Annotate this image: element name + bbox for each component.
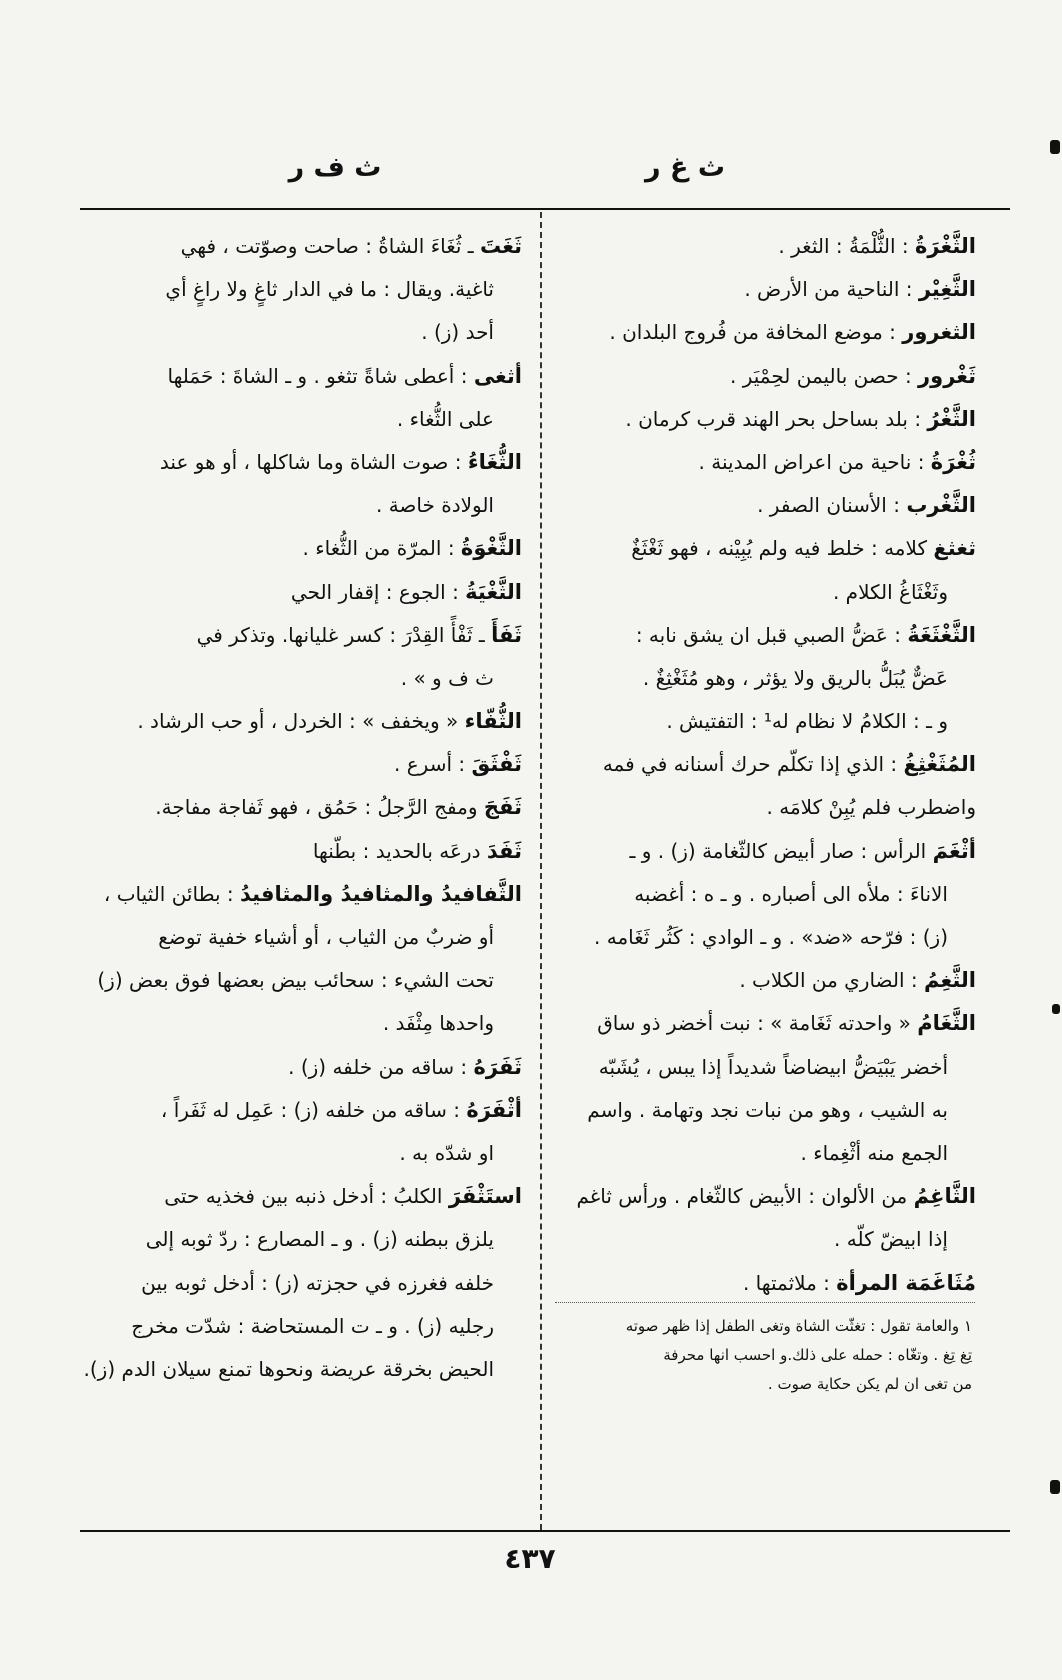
header-root-left: ث ف ر [288, 152, 382, 183]
entry-line [80, 916, 522, 959]
entry-line [80, 830, 522, 873]
headword: ثَغَتَ [480, 234, 522, 258]
headword: الثَّغِيْر [918, 277, 976, 302]
definition-text: أو ضربٌ من الثياب ، أو أشياء خفية توضع [158, 925, 494, 949]
footnote [560, 1312, 972, 1399]
definition-text: الولادة خاصة . [375, 493, 494, 518]
definition-text: رجليه (ز) . و ـ ت المستحاضة : شدّت مخرج [131, 1313, 494, 1338]
definition-text: إذا ابيضّ كلّه . [834, 1227, 948, 1252]
headword: مُثَاغَمَة المرأة [836, 1270, 976, 1295]
definition-text: ث ف و » . [400, 665, 494, 690]
headword: الثَّغْرب [906, 493, 976, 518]
definition-text: تحت الشيء : سحائب بيض بعضها فوق بعض (ز) [97, 968, 494, 993]
definition-text: « ويخفف » : الخردل ، أو حب الرشاد . [137, 709, 465, 734]
entry-line [548, 225, 976, 268]
definition-text: ـ ثُغَاءَ الشاةُ : صاحت وصوّتت ، فهي [180, 234, 481, 258]
headword: أثغى [473, 363, 522, 388]
entry-line [548, 700, 976, 743]
headword: الثَّغْرَةُ [915, 234, 976, 258]
entry-line [80, 311, 522, 354]
definition-text: : صوت الشاة وما شاكلها ، أو هو عند [159, 449, 468, 474]
definition-text: « واحدته ثَغَامة » : نبت أخضر ذو ساق [597, 1011, 918, 1036]
entry-line [548, 1046, 976, 1089]
definition-text: يلزق ببطنه (ز) . و ـ المصارع : ردّ ثوبه إلى [145, 1227, 494, 1252]
entry-line [80, 1262, 522, 1305]
entry-line [548, 1002, 976, 1045]
definition-text: من الألوان : الأبيض كالثّغام . ورأس ثاغم [576, 1184, 914, 1209]
entry-line [548, 786, 976, 829]
headword: الثَّفافيدُ والمثافيدُ والمثافيدُ [240, 881, 522, 906]
entry-line [548, 268, 976, 311]
entry-line [80, 268, 522, 311]
bottom-rule [80, 1530, 1010, 1532]
margin-mark [1050, 140, 1060, 154]
headword: أثْفَرَهُ [466, 1097, 522, 1122]
right-column [548, 225, 976, 1305]
headword: ثَفْثَقَ [471, 752, 522, 777]
entry-line [548, 484, 976, 527]
definition-text: درعَه بالحديد : بطّنها [312, 838, 487, 863]
definition-text: : ساقه من خلفه (ز) : عَمِل له ثَفَراً ، [160, 1097, 467, 1122]
entry-line [548, 441, 976, 484]
entry-line [80, 959, 522, 1002]
headword: الثَّغْرُ [927, 406, 976, 431]
entry-line [548, 743, 976, 786]
entry-line [548, 1089, 976, 1132]
footnote-line: تِغ تِغ . وتغّاه : حمله على ذلك.و احسب انها محرفة [663, 1346, 972, 1364]
entry-line [80, 1305, 522, 1348]
definition-text: أخضر يَبْيَضُّ ابيضاضاً شديداً إذا يبس ، يُشَبّه [598, 1054, 948, 1079]
entry-line [80, 1348, 522, 1391]
footnote-rule [555, 1302, 975, 1303]
definition-text: و ـ : الكلامُ لا نظام له¹ : التفتيش . [666, 709, 948, 734]
entry-line [80, 1132, 522, 1175]
definition-text: الحيض بخرقة عريضة ونحوها تمنع سيلان الدم (ز). [83, 1356, 494, 1381]
definition-text: (ز) : فرّحه «ضد» . و ـ الوادي : كَثُر ثَغَامه . [594, 925, 948, 949]
definition-text: واحدها مِثْفَد . [382, 1011, 494, 1036]
definition-text: : أعطى شاةً تثغو . و ـ الشاةَ : حَمَلها [167, 363, 474, 388]
headword: ثَفَجَ [483, 795, 522, 820]
definition-text: على الثُّغاء . [396, 406, 494, 431]
entry-line [548, 873, 976, 916]
headword: الثَّاغِمُ [913, 1184, 976, 1209]
entry-line [548, 1218, 976, 1261]
entry-line [80, 1089, 522, 1132]
definition-text: أحد (ز) . [421, 320, 494, 345]
entry-line [548, 959, 976, 1002]
definition-text: : الثُّلْمَةُ : الثغر . [778, 234, 916, 258]
definition-text: : ملاثمتها . [742, 1270, 837, 1295]
entry-line [548, 311, 976, 354]
definition-text: : بلد بساحل بحر الهند قرب كرمان . [625, 406, 928, 431]
entry-line [548, 1175, 976, 1218]
entry-line [80, 743, 522, 786]
headword: الثَّغَامُ [917, 1011, 976, 1036]
entry-line [548, 1262, 976, 1305]
definition-text: خلفه فغرزه في حجزته (ز) : أدخل ثوبه بين [141, 1270, 494, 1295]
margin-mark [1050, 1480, 1060, 1494]
footnote-line: ١ والعامة تقول : تغثّت الشاة وتغى الطفل إذا ظهر صوته [625, 1317, 972, 1335]
definition-text: عَضٌّ يُبَلُّ بالريق ولا يؤثر ، وهو مُثَغْثِغٌ . [642, 665, 948, 690]
headword: ثغثغ [933, 536, 976, 561]
column-divider [540, 212, 542, 1530]
definition-text: : موضع المخافة من فُروج البلدان . [609, 320, 903, 345]
margin-mark [1052, 1004, 1060, 1014]
definition-text: الكلبُ : أدخل ذنبه بين فخذيه حتى [164, 1184, 449, 1209]
definition-text: ثاغية. ويقال : ما في الدار ثاغٍ ولا راغٍ أي [165, 277, 494, 302]
headword: ثُغْرَةُ [930, 449, 976, 474]
definition-text: : ساقه من خلفه (ز) . [288, 1054, 474, 1079]
headword: الثَّغِمُ [924, 968, 976, 993]
headword: الثَّغْثَغَةُ [907, 622, 976, 647]
definition-text: الجمع منه أثْغِماء . [800, 1140, 948, 1165]
definition-text: : عَضُّ الصبي قبل ان يشق نابه : [635, 622, 908, 647]
entry-line [548, 830, 976, 873]
entry-line [80, 1046, 522, 1089]
headword: الثُّغَاءُ [467, 449, 522, 474]
entry-line [80, 484, 522, 527]
headword: ثَفَأَ [491, 622, 522, 647]
page-number: ٤٣٧ [504, 1542, 556, 1575]
definition-text: او شدّه به . [399, 1140, 494, 1165]
definition-text: الاناءَ : ملأه الى أصباره . و ـ ه : أغضبه [634, 881, 948, 906]
top-rule [80, 208, 1010, 210]
definition-text: : الضاري من الكلاب . [739, 968, 925, 993]
headword: الثَّغْوَةُ [460, 536, 522, 561]
entry-line [80, 571, 522, 614]
entry-line [548, 527, 976, 570]
headword: أثْغَمَ [932, 838, 976, 863]
headword: ثَغْرور [918, 363, 976, 388]
definition-text: : بطائن الثياب ، [103, 881, 241, 906]
headword: الثُّفّاء [464, 709, 522, 734]
entry-line [548, 1132, 976, 1175]
definition-text: : حصن باليمن لحِمْيَر . [730, 363, 919, 388]
entry-line [80, 786, 522, 829]
headword: ثَفَدَ [486, 838, 522, 863]
definition-text: : الأسنان الصفر . [757, 493, 907, 518]
entry-line [548, 355, 976, 398]
entry-line [548, 614, 976, 657]
entry-line [80, 700, 522, 743]
header-root-right: ث غ ر [645, 152, 725, 183]
definition-text: به الشيب ، وهو من نبات نجد وتهامة . واسم [587, 1097, 948, 1122]
entry-line [80, 398, 522, 441]
entry-line [80, 527, 522, 570]
headword: استَثْفَرَ [448, 1184, 522, 1209]
entry-line [80, 657, 522, 700]
definition-text: : أسرع . [394, 752, 472, 777]
definition-text: الرأس : صار أبيض كالثّغامة (ز) . و ـ [629, 838, 933, 863]
entry-line [80, 355, 522, 398]
footnote-line: من تغى ان لم يكن حكاية صوت . [767, 1375, 972, 1393]
entry-line [80, 1175, 522, 1218]
entry-line [548, 398, 976, 441]
definition-text: : الجوع : إقفار الحي [290, 579, 466, 604]
entry-line [80, 614, 522, 657]
headword: الثغرور [902, 320, 976, 345]
entry-line [548, 657, 976, 700]
definition-text: : ناحية من اعراض المدينة . [698, 449, 931, 474]
entry-line [80, 873, 522, 916]
entry-line [80, 225, 522, 268]
entry-line [80, 441, 522, 484]
definition-text: ومفج الرَّجلُ : حَمُق ، فهو ثَفاجة مفاجة. [155, 795, 484, 820]
headword: ثَفَرَهُ [473, 1054, 522, 1079]
headword: الثَّغْيَةُ [465, 579, 522, 604]
definition-text: كلامه : خلط فيه ولم يُبِيْنه ، فهو ثَغْثَغٌ [631, 536, 934, 561]
left-column [80, 225, 522, 1391]
entry-line [80, 1218, 522, 1261]
definition-text: ـ ثَفْأً القِدْرَ : كسر غليانها. وتذكر في [196, 622, 492, 647]
definition-text: : الناحية من الأرض . [744, 277, 919, 302]
definition-text: : المرّة من الثُّغاء . [302, 536, 461, 561]
headword: المُثَغْثِغُ [903, 752, 976, 777]
entry-line [548, 571, 976, 614]
definition-text: : الذي إذا تكلّم حرك أسنانه في فمه [602, 752, 904, 777]
definition-text: واضطرب فلم يُبِنْ كلامَه . [766, 795, 976, 820]
definition-text: وثَغْثَاغُ الكلام . [832, 579, 948, 604]
entry-line [548, 916, 976, 959]
entry-line [80, 1002, 522, 1045]
